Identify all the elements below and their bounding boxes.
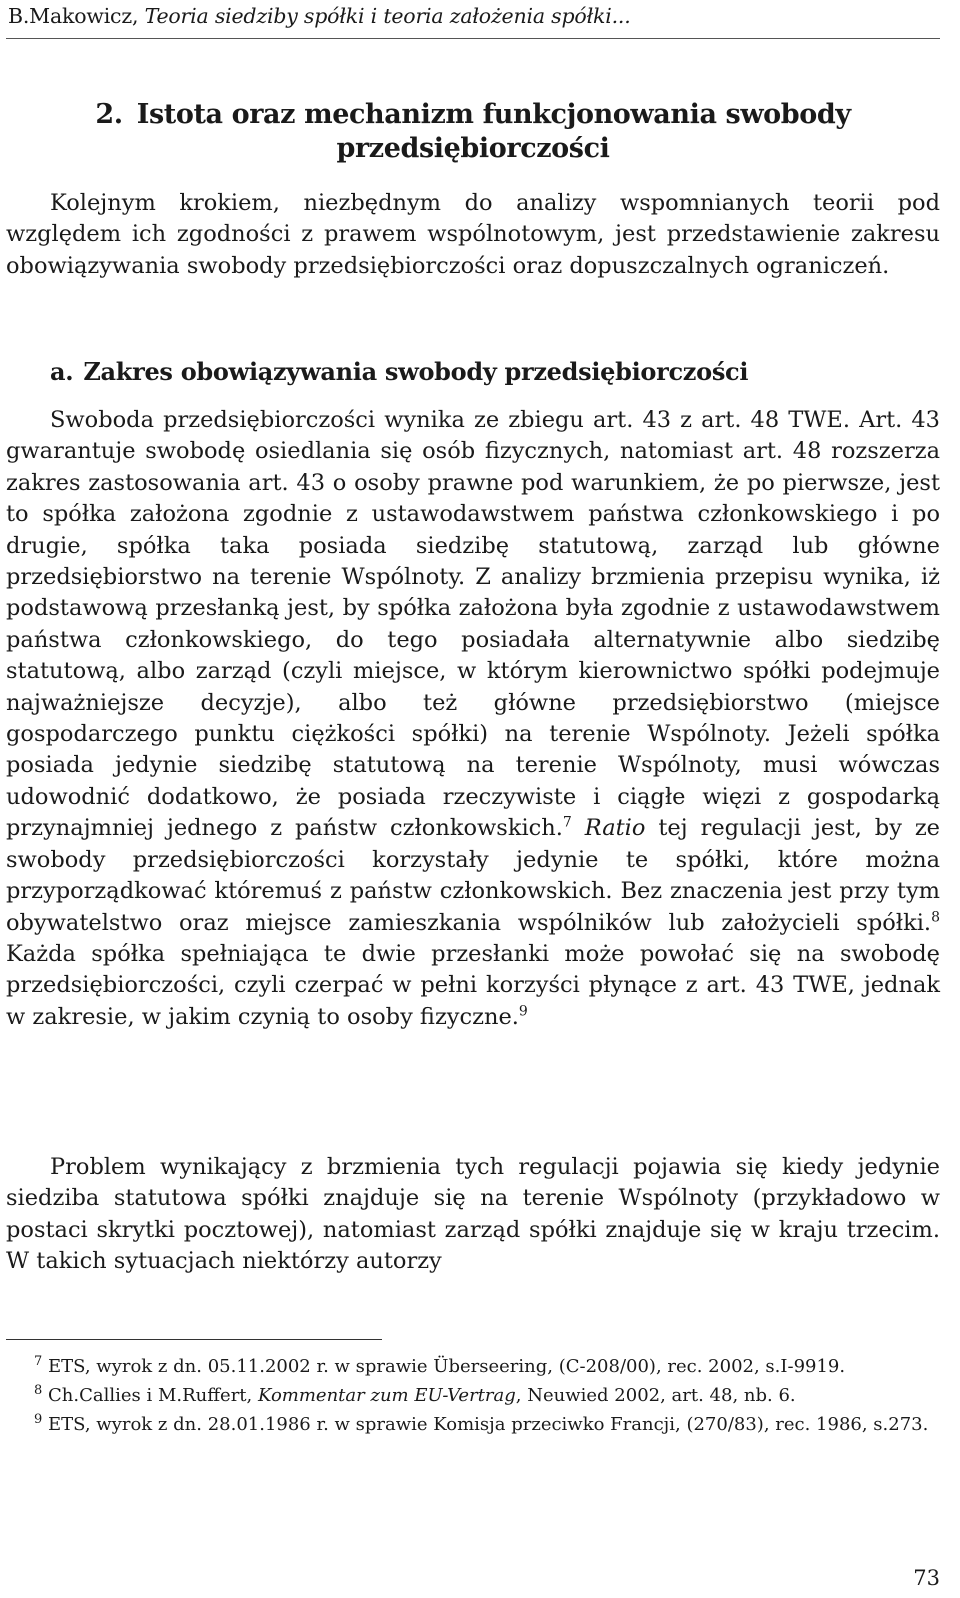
footnote-text-9: ETS, wyrok z dn. 28.01.1986 r. w sprawie Komisja przeciwko Francji, (270/83), rec. 1986, s.273. xyxy=(42,1414,929,1435)
footnote-text-7: ETS, wyrok z dn. 05.11.2002 r. w sprawie Überseering, (C-208/00), rec. 2002, s.I-9919. xyxy=(42,1356,846,1377)
footnote-ref-9[interactable]: 9 xyxy=(518,1003,528,1020)
problem-paragraph: Problem wynikający z brzmienia tych regulacji pojawia się kiedy jedynie siedziba statutowa spółki znajduje się na terenie Wspólnoty (przykładowo w postaci skrytki pocztowej), natomiast zarząd spółki znajduje się w kraju trzecim. W takich sytuacjach niektórzy autorzy xyxy=(6,1154,940,1275)
footnote-number-7: 7 xyxy=(34,1354,43,1369)
subsection-letter: a. xyxy=(50,357,74,386)
intro-paragraph: Kolejnym krokiem, niezbędnym do analizy wspomnianych teorii pod względem ich zgodności z prawem wspólnotowym, jest przedstawienie zakresu obowiązywania swobody przedsiębiorczości oraz dopuszczalnych ograniczeń. xyxy=(6,190,940,279)
footnote-ref-8[interactable]: 8 xyxy=(931,909,940,925)
footnote-7 xyxy=(6,1352,940,1381)
footnote-book-title: Kommentar zum EU-Vertrag xyxy=(257,1385,516,1406)
footnote-8 xyxy=(6,1381,940,1410)
running-header xyxy=(8,4,631,28)
subsection-title: Zakres obowiązywania swobody przedsiębiorczości xyxy=(83,357,749,386)
header-divider xyxy=(6,38,940,39)
footnote-text-8-post: , Neuwied 2002, art. 48, nb. 6. xyxy=(515,1385,796,1406)
footnote-divider xyxy=(6,1339,382,1340)
page-number: 73 xyxy=(913,1566,940,1590)
ratio-term: Ratio xyxy=(584,815,646,842)
section-title: Istota oraz mechanizm funkcjonowania swobody przedsiębiorczości xyxy=(136,99,851,164)
footnote-text-8-pre: Ch.Callies i M.Ruffert, xyxy=(42,1385,258,1406)
section-number: 2. xyxy=(95,99,123,130)
main-text-part2: tej regulacji jest, by ze swobody przedsiębiorczości korzystały jedynie te spółki, które można przyporządkować któremuś z państw członkowskich. Bez znaczenia jest przy tym obywatelstwo oraz miejsce zamieszkania wspólników lub założycieli spółki. xyxy=(6,815,940,936)
main-paragraph xyxy=(6,405,940,1033)
header-author: B.Makowicz, xyxy=(8,4,145,28)
footnote-9 xyxy=(6,1410,940,1439)
footnotes xyxy=(6,1352,940,1439)
section-heading xyxy=(6,98,940,166)
header-title: Teoria siedziby spółki i teoria założenia spółki... xyxy=(144,4,631,28)
footnote-number-8: 8 xyxy=(34,1383,43,1398)
footnote-number-9: 9 xyxy=(34,1412,43,1427)
subsection-heading xyxy=(50,356,748,388)
footnote-ref-7[interactable]: 7 xyxy=(562,814,572,831)
main-text-part1: Swoboda przedsiębiorczości wynika ze zbiegu art. 43 z art. 48 TWE. Art. 43 gwarantuje swobodę osiedlania się osób fizycznych, natomiast art. 48 rozszerza zakres zastosowania art. 43 o osoby prawne pod warunkiem, że po pierwsze, jest to spółka założona zgodnie z ustawodawstwem państwa członkowskiego i po drugie, spółka taka posiada siedzibę statutową, zarząd lub główne przedsiębiorstwo na terenie Wspólnoty. Z analizy brzmienia przepisu wynika, iż podstawową przesłanką jest, by spółka założona była zgodnie z ustawodawstwem państwa członkowskiego, do tego posiadała alternatywnie albo siedzibę statutową, albo zarząd (czyli miejsce, w którym kierownictwo spółki podejmuje najważniejsze decyzje), albo też główne przedsiębiorstwo (miejsce gospodarczego punktu ciężkości spółki) na terenie Wspólnoty. Jeżeli spółka posiada jedynie siedzibę statutową na terenie Wspólnoty, musi wówczas udowodnić dodatkowo, że posiada rzeczywiste i ciągłe więzi z gospodarką przynajmniej jednego z państw członkowskich. xyxy=(6,407,940,842)
main-text-part3: Każda spółka spełniająca te dwie przesłanki może powołać się na swobodę przedsiębiorczości, czyli czerpać w pełni korzyści płynące z art. 43 TWE, jednak w zakresie, w jakim czynią to osoby fizyczne. xyxy=(6,940,940,1030)
